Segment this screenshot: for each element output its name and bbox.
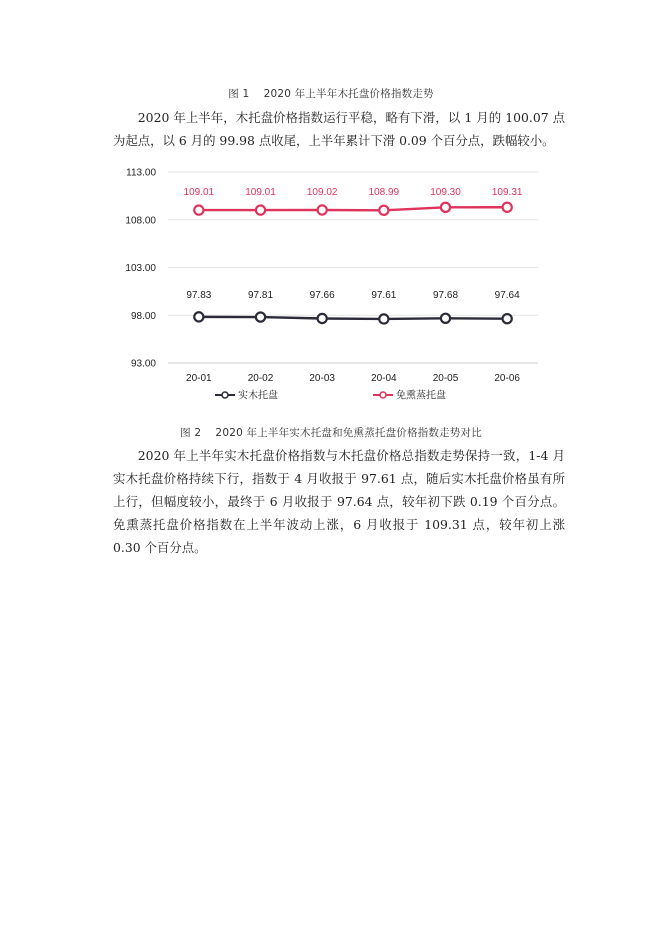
data-point [441, 314, 450, 323]
data-label: 109.30 [430, 187, 461, 198]
data-label: 97.64 [494, 290, 520, 301]
chart-y-axis [125, 168, 156, 370]
data-point [379, 206, 388, 215]
series-line [199, 207, 507, 210]
y-tick-label: 113.00 [126, 167, 156, 179]
y-tick-label: 108.00 [125, 215, 156, 227]
figure-1-paragraph: 2020 年上半年，木托盘价格指数运行平稳，略有下滑，以 1 月的 100.07 点为起点，以 6 月的 99.98 点收尾，上半年累计下滑 0.09 个百分点，跌幅较小。 [113, 110, 565, 148]
figure-2-paragraph: 2020 年上半年实木托盘价格指数与木托盘价格总指数走势保持一致，1-4 月实木托盘价格持续下行，指数于 4 月收报于 97.61 点，随后实木托盘价格虽有所上行，但幅度较小，最终于 6 月收报于 97.64 点，较年初下跌 0.19 个百分点。免熏蒸托盘价格指数在上半年波动上涨，6 月收报于 109.31 点，较年初上涨 0.30 个百分点。 [113, 448, 565, 555]
data-label: 97.81 [247, 290, 274, 301]
data-point [256, 312, 265, 321]
data-point [194, 312, 203, 321]
data-point [379, 314, 388, 323]
data-point [318, 205, 327, 214]
x-tick-label: 20-05 [432, 373, 459, 384]
data-label: 109.02 [306, 187, 338, 198]
chart-series [184, 187, 523, 324]
series-line [199, 317, 507, 319]
data-label: 97.68 [432, 290, 459, 301]
data-point [318, 314, 327, 323]
data-point [503, 203, 512, 212]
chart-legend [215, 389, 446, 402]
chart-x-axis [186, 373, 520, 384]
data-point [256, 206, 265, 215]
figure-2-caption: 图 2 2020 年上半年实木托盘和免熏蒸托盘价格指数走势对比 [180, 427, 482, 439]
data-label: 109.31 [491, 187, 523, 198]
legend-marker [380, 392, 386, 398]
x-tick-label: 20-01 [186, 373, 212, 384]
x-tick-label: 20-03 [309, 373, 335, 384]
y-tick-label: 93.00 [130, 358, 156, 370]
legend-label: 免熏蒸托盘 [396, 390, 446, 402]
legend-label: 实木托盘 [238, 390, 278, 402]
data-label: 108.99 [368, 187, 400, 198]
x-tick-label: 20-02 [247, 373, 274, 384]
figure-1-caption: 图 1 2020 年上半年木托盘价格指数走势 [228, 88, 434, 100]
data-point [441, 203, 450, 212]
legend-marker [222, 392, 228, 398]
data-point [194, 206, 203, 215]
y-tick-label: 98.00 [130, 310, 156, 322]
x-tick-label: 20-06 [494, 373, 520, 384]
y-tick-label: 103.00 [125, 263, 156, 274]
series-fumigation-free-pallet [184, 187, 523, 215]
data-label: 109.01 [245, 187, 276, 198]
data-label: 97.83 [186, 290, 212, 301]
data-label: 97.61 [371, 290, 397, 301]
series-solid-wood-pallet [186, 290, 520, 324]
x-tick-label: 20-04 [371, 373, 397, 384]
chart-gridlines [168, 172, 538, 363]
data-label: 97.66 [309, 290, 335, 301]
data-point [503, 314, 512, 323]
price-index-line-chart [118, 158, 558, 410]
data-label: 109.01 [183, 187, 215, 198]
